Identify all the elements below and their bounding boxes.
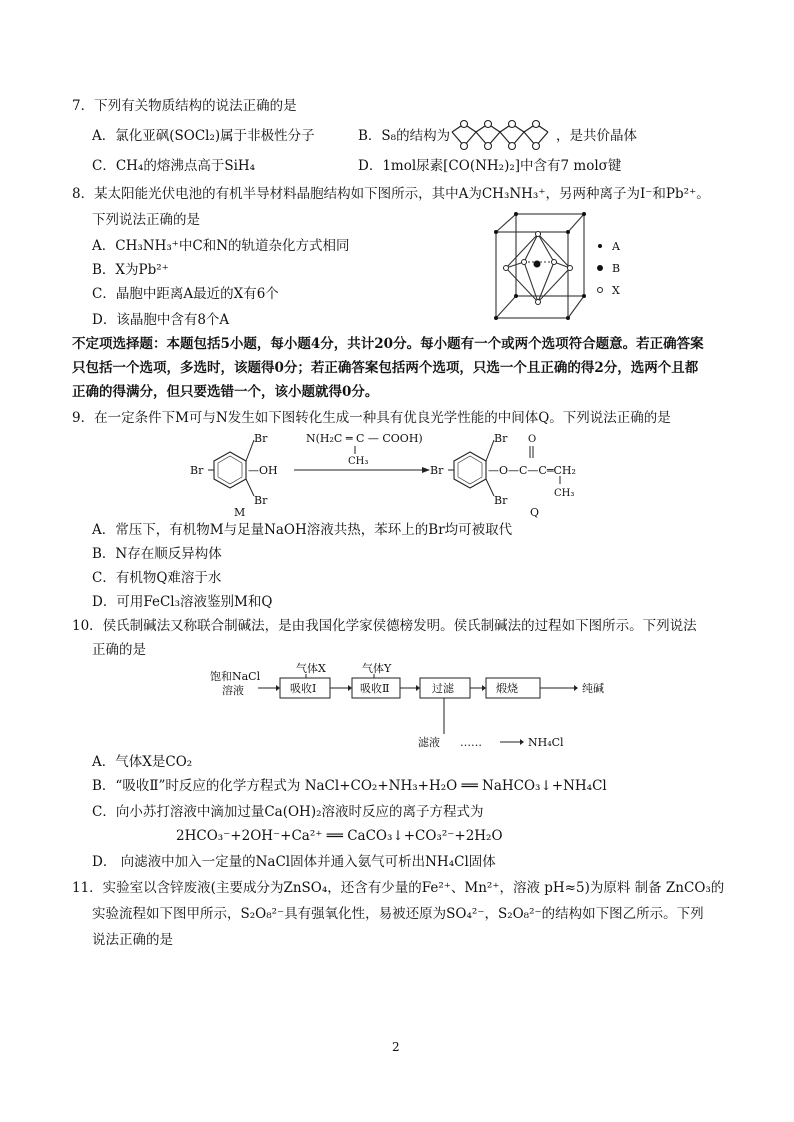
m-oh: —OH [248, 464, 278, 477]
q8-option-d: D．该晶胞中含有8个A [92, 312, 230, 328]
flow-absorb-1: 吸收Ⅰ [290, 682, 317, 695]
q8-stem-2: 下列说法正确的是 [92, 212, 200, 228]
m-br-left: Br [190, 464, 204, 477]
q11-stem-1: 11．实验室以含锌废液(主要成分为ZnSO₄，还含有少量的Fe²⁺、Mn²⁺，溶液 pH≈5)为原料 制备 ZnCO₃的 [72, 880, 725, 896]
reagent-ch3: CH₃ [348, 456, 369, 467]
legend-b: B [612, 262, 621, 275]
q11-stem-2: 实验流程如下图甲所示，S₂O₈²⁻具有强氧化性，易被还原为SO₄²⁻，S₂O₈²⁻的结构如下图乙所示。下列 [92, 906, 704, 922]
multi-instr-line-1: 不定项选择题：本题包括5小题，每小题4分，共计20分。每小题有一个或两个选项符合题意。若正确答案 [72, 336, 704, 352]
m-br-bottom: Br [254, 494, 268, 507]
multi-instr-line-2: 只包括一个选项，多选时，该题得0分；若正确答案包括两个选项，只选一个且正确的得2分，选两个且都 [72, 360, 699, 376]
flow-calcine: 煅烧 [496, 682, 518, 695]
q-br-top: Br [494, 432, 508, 445]
q7-option-b-pre: B．S₈的结构为 [358, 128, 451, 144]
q7-option-b-post: ，是共价晶体 [556, 128, 637, 144]
q-br-left: Br [430, 464, 444, 477]
m-label: M [234, 506, 246, 519]
flow-absorb-2: 吸收Ⅱ [360, 682, 390, 695]
q10-stem: 10．侯氏制碱法又称联合制碱法，是由我国化学家侯德榜发明。侯氏制碱法的过程如下图所示。下列说法 [72, 618, 697, 634]
q9-option-d: D．可用FeCl₃溶液鉴别M和Q [92, 594, 273, 610]
q9-stem: 9．在一定条件下M可与N发生如下图转化生成一种具有优良光学性能的中间体Q。下列说法正确的是 [72, 410, 671, 426]
multi-instr-line-3: 正确的得满分，但只要选错一个，该小题就得0分。 [72, 384, 379, 400]
crystal-cell-diagram [488, 206, 638, 328]
legend-x: X [612, 284, 620, 297]
flow-product: 纯碱 [582, 682, 604, 695]
flow-filter: 过滤 [432, 682, 454, 695]
q9-option-c: C．有机物Q难溶于水 [92, 570, 222, 586]
q8-option-a: A．CH₃NH₃⁺中C和N的轨道杂化方式相同 [92, 238, 350, 254]
m-br-top: Br [254, 432, 268, 445]
q7-option-d: D．1mol尿素[CO(NH₂)₂]中含有7 molσ键 [358, 158, 622, 174]
q-label: Q [530, 506, 540, 519]
flow-start-1: 饱和NaCl [210, 670, 261, 683]
q10-option-c-equation: 2HCO₃⁻+2OH⁻+Ca²⁺ ══ CaCO₃↓+CO₃²⁻+2H₂O [176, 828, 503, 844]
flow-gas-y: 气体Y [362, 662, 392, 675]
q-carbonyl-o: O [528, 434, 537, 445]
q10-flow-diagram [210, 660, 630, 750]
q9-option-a: A．常压下，有机物M与足量NaOH溶液共热，苯环上的Br均可被取代 [92, 522, 513, 538]
q8-stem: 8．某太阳能光伏电池的有机半导材料晶胞结构如下图所示，其中A为CH₃NH₃⁺，另两种离子为I⁻和Pb²⁺。 [72, 186, 710, 202]
q-ester: —O—C—C═CH₂ [488, 464, 576, 477]
q9-option-b: B．N存在顺反异构体 [92, 546, 222, 562]
q10-option-c: C．向小苏打溶液中滴加过量Ca(OH)₂溶液时反应的离子方程式为 [92, 804, 484, 820]
q9-reaction-scheme [190, 430, 620, 520]
q10-option-a: A．气体X是CO₂ [92, 754, 193, 770]
q8-option-b: B．X为Pb²⁺ [92, 262, 169, 278]
q10-option-b: B．“吸收Ⅱ”时反应的化学方程式为 NaCl+CO₂+NH₃+H₂O ══ NaHCO₃↓+NH₄Cl [92, 778, 607, 794]
q11-stem-3: 说法正确的是 [92, 932, 173, 948]
page-number: 2 [392, 1040, 400, 1054]
q-br-bottom: Br [494, 494, 508, 507]
q8-option-c: C．晶胞中距离A最近的X有6个 [92, 286, 279, 302]
flow-dots: …… [460, 736, 482, 749]
s8-ring-structure [448, 118, 554, 154]
q7-stem: 7．下列有关物质结构的说法正确的是 [72, 98, 297, 114]
q10-stem-2: 正确的是 [92, 642, 146, 658]
flow-filtrate: 滤液 [418, 736, 440, 749]
legend-a: A [612, 240, 620, 253]
q7-option-c: C．CH₄的熔沸点高于SiH₄ [92, 158, 256, 174]
flow-start-2: 溶液 [222, 684, 244, 697]
q-ch3: CH₃ [554, 488, 575, 499]
q7-option-a: A．氯化亚砜(SOCl₂)属于非极性分子 [92, 128, 315, 144]
flow-gas-x: 气体X [296, 662, 326, 675]
reagent-n: N(H₂C ═ C — COOH) [306, 432, 423, 445]
flow-nh4cl: NH₄Cl [528, 736, 564, 749]
q10-option-d: D． 向滤液中加入一定量的NaCl固体并通入氨气可析出NH₄Cl固体 [92, 854, 496, 870]
